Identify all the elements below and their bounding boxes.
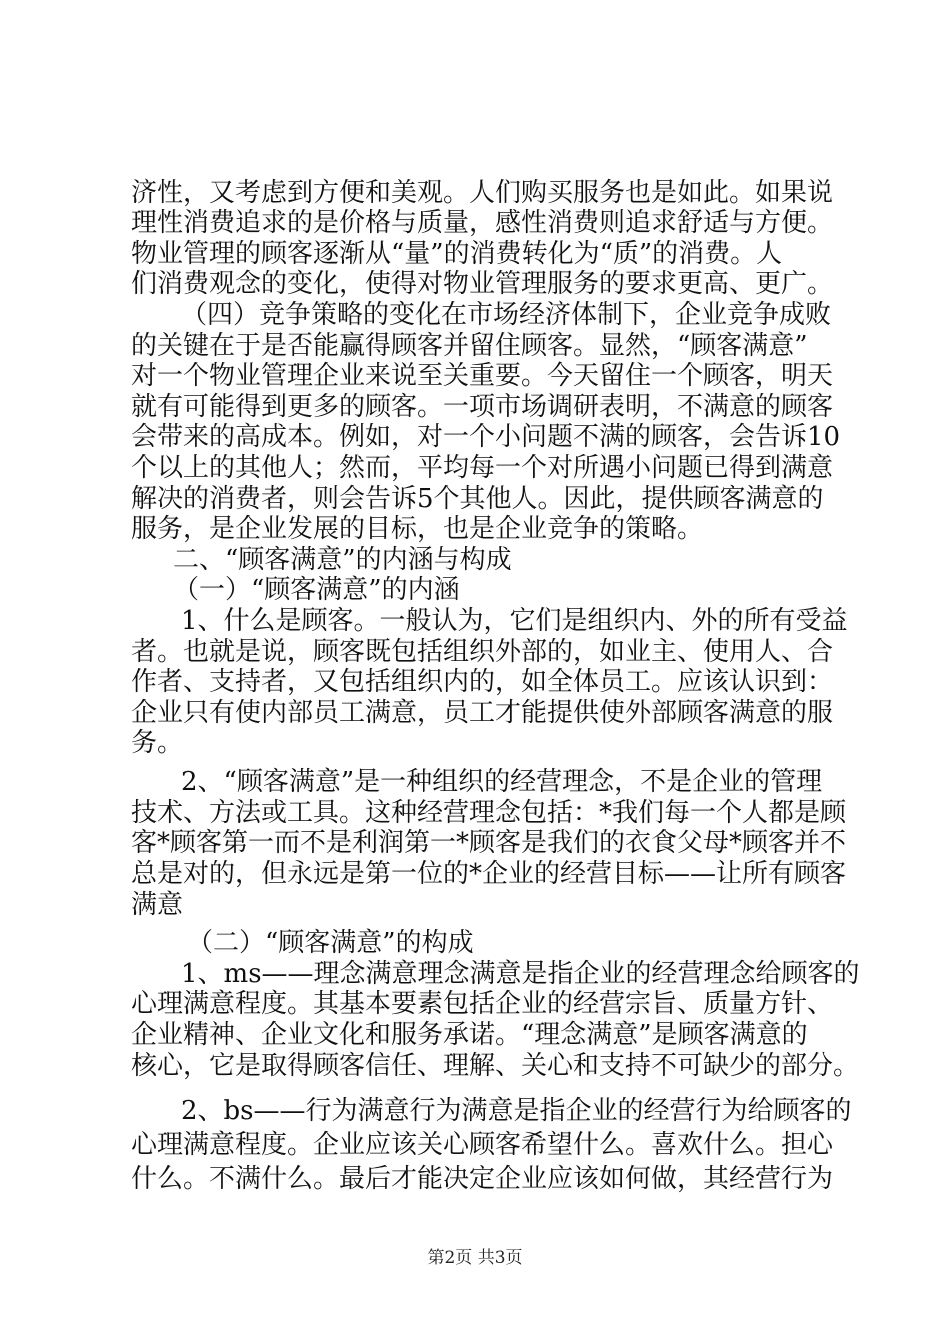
text-line: 心理满意程度。其基本要素包括企业的经营宗旨、质量方针、	[131, 989, 834, 1020]
text-line: 服务，是企业发展的目标，也是企业竞争的策略。	[131, 514, 704, 545]
section-heading: 二、“顾客满意”的内涵与构成	[173, 544, 512, 575]
text-line: 个以上的其他人；然而，平均每一个对所遇小问题已得到满意	[131, 453, 834, 483]
text-line: 1、什么是顾客。一般认为，它们是组织内、外的所有受益	[181, 606, 848, 636]
text-line: 作者、支持者，又包括组织内的，如全体员工。应该认识到：	[131, 667, 834, 698]
text-line: 企业只有使内部员工满意，员工才能提供使外部顾客满意的服	[131, 697, 834, 728]
text-line: 理性消费追求的是价格与质量，感性消费则追求舒适与方便。	[131, 208, 834, 239]
text-line: 核心，它是取得顾客信任、理解、关心和支持不可缺少的部分。	[131, 1050, 860, 1081]
page-footer: 第2页 共3页	[427, 1248, 523, 1268]
text-line: 物业管理的顾客逐渐从“量”的消费转化为“质”的消费。人	[131, 238, 783, 269]
text-line: 济性，又考虑到方便和美观。人们购买服务也是如此。如果说	[131, 177, 834, 208]
text-line: 什么。不满什么。最后才能决定企业应该如何做，其经营行为	[131, 1164, 834, 1194]
text-line: 者。也就是说，顾客既包括组织外部的，如业主、使用人、合	[131, 636, 834, 667]
text-line: 1、ms——理念满意理念满意是指企业的经营理念给顾客的	[181, 958, 860, 989]
text-line: 客*顾客第一而不是利润第一*顾客是我们的衣食父母*顾客并不	[131, 828, 847, 859]
text-line: 2、bs——行为满意行为满意是指企业的经营行为给顾客的	[181, 1096, 852, 1126]
text-line: 2、“顾客满意”是一种组织的经营理念，不是企业的管理	[181, 767, 823, 798]
text-line: 企业精神、企业文化和服务承诺。“理念满意”是顾客满意的	[131, 1020, 808, 1050]
subsection-heading: （二）“顾客满意”的构成	[187, 928, 474, 959]
text-line: 的关键在于是否能赢得顾客并留住顾客。显然，“顾客满意”	[131, 330, 808, 361]
text-line: 技术、方法或工具。这种经营理念包括：*我们每一个人都是顾	[131, 797, 847, 828]
subsection-heading: （一）“顾客满意”的内涵	[173, 575, 460, 606]
text-line: 满意	[131, 889, 184, 920]
text-line: 们消费观念的变化，使得对物业管理服务的要求更高、更广。	[131, 269, 834, 300]
text-line: 解决的消费者，则会告诉5个其他人。因此，提供顾客满意的	[131, 483, 824, 514]
text-line: 总是对的，但永远是第一位的*企业的经营目标——让所有顾客	[131, 858, 847, 889]
text-line: （四）竞争策略的变化在市场经济体制下，企业竞争成败	[181, 300, 832, 330]
text-line: 务。	[131, 728, 184, 759]
text-line: 就有可能得到更多的顾客。一项市场调研表明，不满意的顾客	[131, 391, 834, 422]
text-line: 会带来的高成本。例如，对一个小问题不满的顾客，会告诉10	[131, 422, 841, 453]
text-line: 心理满意程度。企业应该关心顾客希望什么。喜欢什么。担心	[131, 1130, 834, 1160]
text-line: 对一个物业管理企业来说至关重要。今天留住一个顾客，明天	[131, 361, 834, 392]
